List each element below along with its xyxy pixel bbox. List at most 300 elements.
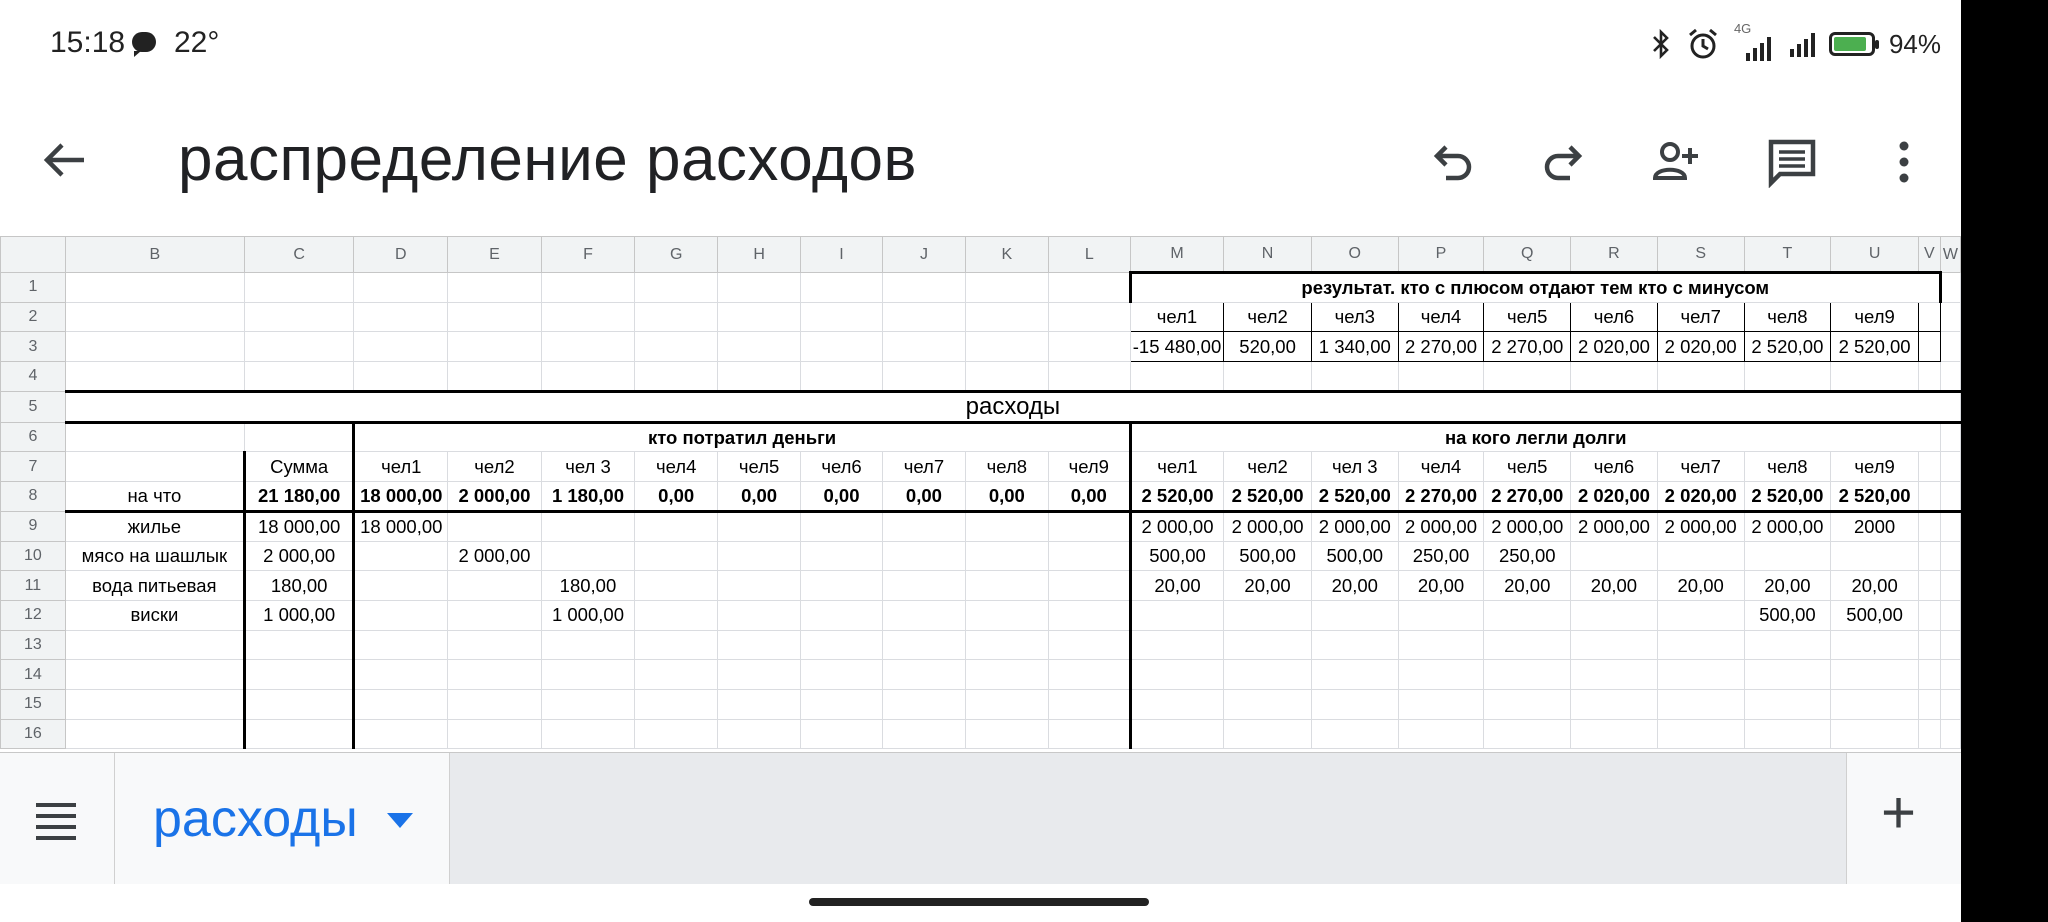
cell[interactable] — [1571, 719, 1658, 749]
cell[interactable] — [635, 362, 718, 392]
cell[interactable] — [1130, 719, 1223, 749]
cell[interactable] — [1657, 660, 1744, 690]
column-header[interactable]: F — [541, 237, 635, 273]
item-debt-cell[interactable]: 20,00 — [1571, 571, 1658, 601]
item-spent-cell[interactable] — [1048, 511, 1130, 541]
cell[interactable] — [965, 362, 1048, 392]
cell[interactable] — [1484, 630, 1571, 660]
cell[interactable] — [65, 422, 244, 452]
cell[interactable] — [354, 273, 448, 303]
item-spent-cell[interactable] — [1048, 571, 1130, 601]
cell[interactable] — [1918, 541, 1940, 571]
debt-total-cell[interactable]: 2 270,00 — [1398, 482, 1484, 512]
add-sheet-button[interactable] — [1846, 753, 1961, 885]
cell[interactable] — [1224, 362, 1312, 392]
result-person-cell[interactable]: чел3 — [1311, 302, 1398, 332]
cell[interactable] — [244, 689, 353, 719]
cell[interactable] — [1657, 630, 1744, 660]
spent-total-cell[interactable]: 0,00 — [965, 482, 1048, 512]
result-value-cell[interactable]: 520,00 — [1224, 332, 1312, 362]
item-name-cell[interactable]: мясо на шашлык — [65, 541, 244, 571]
item-spent-cell[interactable] — [718, 511, 801, 541]
cell[interactable] — [1918, 689, 1940, 719]
cell[interactable] — [354, 719, 448, 749]
cell[interactable] — [1484, 362, 1571, 392]
result-value-cell[interactable]: 1 340,00 — [1311, 332, 1398, 362]
spent-person-cell[interactable]: чел4 — [635, 452, 718, 482]
item-name-cell[interactable]: вода питьевая — [65, 571, 244, 601]
row-header[interactable]: 4 — [1, 362, 66, 392]
cell[interactable] — [244, 719, 353, 749]
cell[interactable] — [1940, 571, 1960, 601]
cell[interactable] — [635, 660, 718, 690]
result-value-cell[interactable]: -15 480,00 — [1130, 332, 1223, 362]
cell[interactable] — [244, 362, 353, 392]
cell[interactable] — [801, 362, 883, 392]
cell[interactable] — [1918, 719, 1940, 749]
item-spent-cell[interactable] — [965, 511, 1048, 541]
item-spent-cell[interactable] — [965, 541, 1048, 571]
cell[interactable] — [801, 332, 883, 362]
item-debt-cell[interactable]: 20,00 — [1311, 571, 1398, 601]
cell[interactable] — [1831, 362, 1919, 392]
cell[interactable] — [635, 719, 718, 749]
item-spent-cell[interactable] — [448, 600, 542, 630]
debt-header-cell[interactable]: на кого легли долги — [1130, 422, 1940, 452]
column-header[interactable]: Q — [1484, 237, 1571, 273]
debt-total-cell[interactable]: 2 520,00 — [1130, 482, 1223, 512]
item-spent-cell[interactable] — [1048, 541, 1130, 571]
cell[interactable] — [635, 302, 718, 332]
cell[interactable] — [1484, 719, 1571, 749]
result-value-cell[interactable]: 2 020,00 — [1571, 332, 1658, 362]
row-header[interactable]: 10 — [1, 541, 66, 571]
cell[interactable] — [541, 273, 635, 303]
cell[interactable] — [882, 362, 965, 392]
cell[interactable] — [1311, 660, 1398, 690]
column-header[interactable]: J — [882, 237, 965, 273]
column-header[interactable]: P — [1398, 237, 1484, 273]
cell[interactable] — [541, 362, 635, 392]
spreadsheet-grid[interactable] — [0, 236, 1961, 752]
cell[interactable] — [1398, 362, 1484, 392]
cell[interactable] — [1130, 362, 1223, 392]
cell[interactable] — [718, 660, 801, 690]
cell[interactable] — [65, 452, 244, 482]
item-debt-cell[interactable]: 20,00 — [1657, 571, 1744, 601]
select-all-corner[interactable] — [1, 237, 66, 273]
item-spent-cell[interactable]: 1 000,00 — [541, 600, 635, 630]
item-debt-cell[interactable]: 2000 — [1831, 511, 1919, 541]
column-header[interactable]: V — [1918, 237, 1940, 273]
cell[interactable] — [65, 689, 244, 719]
cell[interactable] — [965, 302, 1048, 332]
result-title-cell[interactable]: результат. кто с плюсом отдают тем кто с минусом — [1130, 273, 1940, 303]
item-spent-cell[interactable] — [541, 541, 635, 571]
sum-total-cell[interactable]: 21 180,00 — [244, 482, 353, 512]
cell[interactable] — [1940, 719, 1960, 749]
cell[interactable] — [448, 630, 542, 660]
spent-person-cell[interactable]: чел 3 — [541, 452, 635, 482]
cell[interactable] — [635, 273, 718, 303]
cell[interactable] — [1398, 719, 1484, 749]
row-header[interactable]: 15 — [1, 689, 66, 719]
cell[interactable] — [65, 362, 244, 392]
cell[interactable] — [801, 273, 883, 303]
column-header[interactable]: L — [1048, 237, 1130, 273]
column-header[interactable]: R — [1571, 237, 1658, 273]
item-debt-cell[interactable] — [1484, 600, 1571, 630]
item-debt-cell[interactable] — [1311, 600, 1398, 630]
column-header[interactable]: T — [1744, 237, 1831, 273]
result-value-cell[interactable]: 2 520,00 — [1831, 332, 1919, 362]
cell[interactable] — [1130, 660, 1223, 690]
cell[interactable] — [801, 719, 883, 749]
spent-total-cell[interactable]: 0,00 — [635, 482, 718, 512]
dropdown-caret-icon[interactable] — [387, 813, 413, 828]
item-debt-cell[interactable]: 500,00 — [1130, 541, 1223, 571]
cell[interactable] — [1918, 660, 1940, 690]
debt-total-cell[interactable]: 2 020,00 — [1657, 482, 1744, 512]
cell[interactable] — [635, 689, 718, 719]
cell[interactable] — [882, 660, 965, 690]
column-header[interactable]: U — [1831, 237, 1919, 273]
item-debt-cell[interactable]: 2 000,00 — [1224, 511, 1312, 541]
column-header[interactable]: K — [965, 237, 1048, 273]
result-person-cell[interactable]: чел9 — [1831, 302, 1919, 332]
cell[interactable] — [541, 719, 635, 749]
item-spent-cell[interactable] — [718, 541, 801, 571]
cell[interactable] — [801, 302, 883, 332]
column-header[interactable]: S — [1657, 237, 1744, 273]
cell[interactable] — [244, 273, 353, 303]
cell[interactable] — [1744, 719, 1831, 749]
spent-total-cell[interactable]: 2 000,00 — [448, 482, 542, 512]
cell[interactable] — [718, 273, 801, 303]
column-header[interactable]: I — [801, 237, 883, 273]
cell[interactable] — [65, 630, 244, 660]
debt-person-cell[interactable]: чел8 — [1744, 452, 1831, 482]
item-spent-cell[interactable] — [965, 600, 1048, 630]
spent-person-cell[interactable]: чел9 — [1048, 452, 1130, 482]
column-header[interactable]: H — [718, 237, 801, 273]
item-debt-cell[interactable] — [1657, 541, 1744, 571]
item-debt-cell[interactable]: 2 000,00 — [1571, 511, 1658, 541]
result-person-cell[interactable]: чел1 — [1130, 302, 1223, 332]
column-header[interactable]: O — [1311, 237, 1398, 273]
cell[interactable] — [1224, 630, 1312, 660]
item-spent-cell[interactable]: 18 000,00 — [354, 511, 448, 541]
cell[interactable] — [1940, 660, 1960, 690]
cell[interactable] — [718, 719, 801, 749]
item-spent-cell[interactable] — [541, 511, 635, 541]
cell[interactable] — [1940, 332, 1960, 362]
cell[interactable] — [1744, 630, 1831, 660]
spent-total-cell[interactable]: 0,00 — [718, 482, 801, 512]
cell[interactable] — [541, 302, 635, 332]
item-spent-cell[interactable] — [965, 571, 1048, 601]
row-header[interactable]: 1 — [1, 273, 66, 303]
cell[interactable] — [1048, 689, 1130, 719]
cell[interactable] — [882, 630, 965, 660]
column-header[interactable]: B — [65, 237, 244, 273]
spent-total-cell[interactable]: 1 180,00 — [541, 482, 635, 512]
item-spent-cell[interactable] — [882, 600, 965, 630]
item-spent-cell[interactable] — [801, 571, 883, 601]
item-name-cell[interactable]: жилье — [65, 511, 244, 541]
spent-total-cell[interactable]: 0,00 — [1048, 482, 1130, 512]
item-spent-cell[interactable] — [882, 571, 965, 601]
cell[interactable] — [1048, 362, 1130, 392]
item-debt-cell[interactable]: 20,00 — [1398, 571, 1484, 601]
cell[interactable] — [65, 302, 244, 332]
item-sum-cell[interactable]: 1 000,00 — [244, 600, 353, 630]
add-person-icon[interactable] — [1650, 136, 1702, 188]
item-spent-cell[interactable] — [635, 541, 718, 571]
debt-person-cell[interactable]: чел7 — [1657, 452, 1744, 482]
cell[interactable] — [1918, 571, 1940, 601]
column-header[interactable]: N — [1224, 237, 1312, 273]
cell[interactable] — [354, 332, 448, 362]
cell[interactable] — [1918, 452, 1940, 482]
result-value-cell[interactable]: 2 270,00 — [1398, 332, 1484, 362]
spent-person-cell[interactable]: чел8 — [965, 452, 1048, 482]
debt-total-cell[interactable]: 2 520,00 — [1831, 482, 1919, 512]
cell[interactable] — [718, 362, 801, 392]
cell[interactable] — [1831, 630, 1919, 660]
item-debt-cell[interactable]: 20,00 — [1484, 571, 1571, 601]
cell[interactable] — [1918, 302, 1940, 332]
cell[interactable] — [448, 719, 542, 749]
redo-icon[interactable] — [1538, 136, 1590, 188]
cell[interactable] — [1657, 719, 1744, 749]
cell[interactable] — [1048, 630, 1130, 660]
spent-total-cell[interactable]: 18 000,00 — [354, 482, 448, 512]
result-value-cell[interactable]: 2 020,00 — [1657, 332, 1744, 362]
spent-total-cell[interactable]: 0,00 — [801, 482, 883, 512]
cell[interactable] — [1571, 630, 1658, 660]
result-person-cell[interactable]: чел7 — [1657, 302, 1744, 332]
cell[interactable] — [1940, 541, 1960, 571]
cell[interactable] — [1130, 689, 1223, 719]
spent-person-cell[interactable]: чел2 — [448, 452, 542, 482]
cell[interactable] — [1571, 660, 1658, 690]
item-debt-cell[interactable] — [1657, 600, 1744, 630]
item-spent-cell[interactable] — [354, 600, 448, 630]
item-debt-cell[interactable]: 500,00 — [1311, 541, 1398, 571]
row-header[interactable]: 8 — [1, 482, 66, 512]
cell[interactable] — [1130, 630, 1223, 660]
item-debt-cell[interactable]: 500,00 — [1831, 600, 1919, 630]
spent-person-cell[interactable]: чел7 — [882, 452, 965, 482]
item-debt-cell[interactable] — [1571, 541, 1658, 571]
cell[interactable] — [965, 273, 1048, 303]
item-spent-cell[interactable] — [1048, 600, 1130, 630]
cell[interactable] — [541, 660, 635, 690]
item-sum-cell[interactable]: 180,00 — [244, 571, 353, 601]
cell[interactable] — [448, 660, 542, 690]
item-spent-cell[interactable] — [718, 600, 801, 630]
cell[interactable] — [1940, 689, 1960, 719]
item-debt-cell[interactable]: 2 000,00 — [1130, 511, 1223, 541]
cell[interactable] — [718, 302, 801, 332]
cell[interactable] — [965, 332, 1048, 362]
cell[interactable] — [1940, 273, 1960, 303]
item-debt-cell[interactable] — [1224, 600, 1312, 630]
row-header[interactable]: 5 — [1, 391, 66, 422]
cell[interactable] — [1940, 482, 1960, 512]
cell[interactable] — [541, 332, 635, 362]
item-debt-cell[interactable]: 500,00 — [1224, 541, 1312, 571]
cell[interactable] — [1224, 719, 1312, 749]
item-debt-cell[interactable]: 250,00 — [1484, 541, 1571, 571]
cell[interactable] — [354, 302, 448, 332]
cell[interactable] — [1918, 600, 1940, 630]
cell[interactable] — [65, 719, 244, 749]
row-header[interactable]: 6 — [1, 422, 66, 452]
cell[interactable] — [65, 332, 244, 362]
cell[interactable] — [965, 630, 1048, 660]
row-header[interactable]: 7 — [1, 452, 66, 482]
cell[interactable] — [65, 660, 244, 690]
cell[interactable] — [1048, 273, 1130, 303]
item-debt-cell[interactable]: 2 000,00 — [1398, 511, 1484, 541]
debt-person-cell[interactable]: чел4 — [1398, 452, 1484, 482]
item-sum-cell[interactable]: 2 000,00 — [244, 541, 353, 571]
row-header[interactable]: 12 — [1, 600, 66, 630]
spent-person-cell[interactable]: чел6 — [801, 452, 883, 482]
cell[interactable] — [244, 302, 353, 332]
column-header[interactable]: D — [354, 237, 448, 273]
cell[interactable] — [801, 630, 883, 660]
sheet-tab-active[interactable] — [115, 753, 450, 885]
comment-icon[interactable] — [1766, 136, 1818, 188]
cell[interactable] — [1398, 660, 1484, 690]
cell[interactable] — [635, 332, 718, 362]
result-person-cell[interactable]: чел8 — [1744, 302, 1831, 332]
cell[interactable] — [965, 719, 1048, 749]
cell[interactable] — [1918, 630, 1940, 660]
cell[interactable] — [244, 422, 353, 452]
cell[interactable] — [1744, 362, 1831, 392]
cell[interactable] — [1657, 362, 1744, 392]
cell[interactable] — [1940, 302, 1960, 332]
cell[interactable] — [1657, 689, 1744, 719]
cell[interactable] — [1831, 719, 1919, 749]
column-header[interactable]: M — [1130, 237, 1223, 273]
item-debt-cell[interactable]: 20,00 — [1744, 571, 1831, 601]
debt-total-cell[interactable]: 2 520,00 — [1744, 482, 1831, 512]
item-debt-cell[interactable] — [1744, 541, 1831, 571]
item-spent-cell[interactable] — [801, 541, 883, 571]
cell[interactable] — [965, 689, 1048, 719]
spent-person-cell[interactable]: чел5 — [718, 452, 801, 482]
undo-icon[interactable] — [1426, 136, 1478, 188]
result-value-cell[interactable]: 2 520,00 — [1744, 332, 1831, 362]
item-spent-cell[interactable] — [635, 600, 718, 630]
cell[interactable] — [541, 630, 635, 660]
item-debt-cell[interactable]: 20,00 — [1224, 571, 1312, 601]
row-header[interactable]: 2 — [1, 302, 66, 332]
cell[interactable] — [1048, 660, 1130, 690]
item-debt-cell[interactable]: 2 000,00 — [1657, 511, 1744, 541]
cell[interactable] — [882, 332, 965, 362]
cell[interactable] — [541, 689, 635, 719]
item-debt-cell[interactable]: 2 000,00 — [1311, 511, 1398, 541]
item-spent-cell[interactable] — [882, 511, 965, 541]
cell[interactable] — [1484, 660, 1571, 690]
sum-header-cell[interactable]: Сумма — [244, 452, 353, 482]
cell[interactable] — [1484, 689, 1571, 719]
cell[interactable] — [965, 660, 1048, 690]
cell[interactable] — [882, 273, 965, 303]
debt-person-cell[interactable]: чел5 — [1484, 452, 1571, 482]
item-debt-cell[interactable]: 250,00 — [1398, 541, 1484, 571]
row-header[interactable]: 3 — [1, 332, 66, 362]
cell[interactable] — [1311, 689, 1398, 719]
cell[interactable] — [1744, 689, 1831, 719]
more-vert-icon[interactable] — [1880, 136, 1928, 188]
cell[interactable] — [1831, 660, 1919, 690]
document-title[interactable]: распределение расходов — [178, 125, 917, 194]
cell[interactable] — [448, 362, 542, 392]
cell[interactable] — [801, 689, 883, 719]
item-spent-cell[interactable] — [354, 571, 448, 601]
row-header[interactable]: 13 — [1, 630, 66, 660]
cell[interactable] — [718, 332, 801, 362]
cell[interactable] — [1048, 719, 1130, 749]
all-sheets-button[interactable] — [0, 753, 115, 885]
spent-header-cell[interactable]: кто потратил деньги — [354, 422, 1130, 452]
cell[interactable] — [718, 630, 801, 660]
item-debt-cell[interactable]: 2 000,00 — [1484, 511, 1571, 541]
item-sum-cell[interactable]: 18 000,00 — [244, 511, 353, 541]
cell[interactable] — [354, 689, 448, 719]
item-spent-cell[interactable] — [718, 571, 801, 601]
row-header[interactable]: 11 — [1, 571, 66, 601]
row-header[interactable]: 16 — [1, 719, 66, 749]
cell[interactable] — [65, 273, 244, 303]
item-spent-cell[interactable]: 180,00 — [541, 571, 635, 601]
what-header-cell[interactable]: на что — [65, 482, 244, 512]
item-spent-cell[interactable]: 2 000,00 — [448, 541, 542, 571]
item-spent-cell[interactable] — [448, 511, 542, 541]
cell[interactable] — [354, 362, 448, 392]
cell[interactable] — [1571, 689, 1658, 719]
item-debt-cell[interactable]: 20,00 — [1831, 571, 1919, 601]
item-spent-cell[interactable] — [354, 541, 448, 571]
item-spent-cell[interactable] — [801, 600, 883, 630]
debt-total-cell[interactable]: 2 270,00 — [1484, 482, 1571, 512]
cell[interactable] — [882, 689, 965, 719]
cell[interactable] — [1940, 422, 1960, 452]
back-arrow-icon[interactable] — [40, 136, 88, 184]
result-person-cell[interactable]: чел4 — [1398, 302, 1484, 332]
cell[interactable] — [1918, 511, 1940, 541]
item-spent-cell[interactable] — [635, 571, 718, 601]
debt-person-cell[interactable]: чел6 — [1571, 452, 1658, 482]
cell[interactable] — [448, 273, 542, 303]
cell[interactable] — [1940, 362, 1960, 392]
cell[interactable] — [354, 660, 448, 690]
cell[interactable] — [1398, 689, 1484, 719]
item-name-cell[interactable]: виски — [65, 600, 244, 630]
debt-total-cell[interactable]: 2 520,00 — [1311, 482, 1398, 512]
cell[interactable] — [1311, 362, 1398, 392]
item-debt-cell[interactable]: 20,00 — [1130, 571, 1223, 601]
debt-total-cell[interactable]: 2 520,00 — [1224, 482, 1312, 512]
cell[interactable] — [1940, 452, 1960, 482]
